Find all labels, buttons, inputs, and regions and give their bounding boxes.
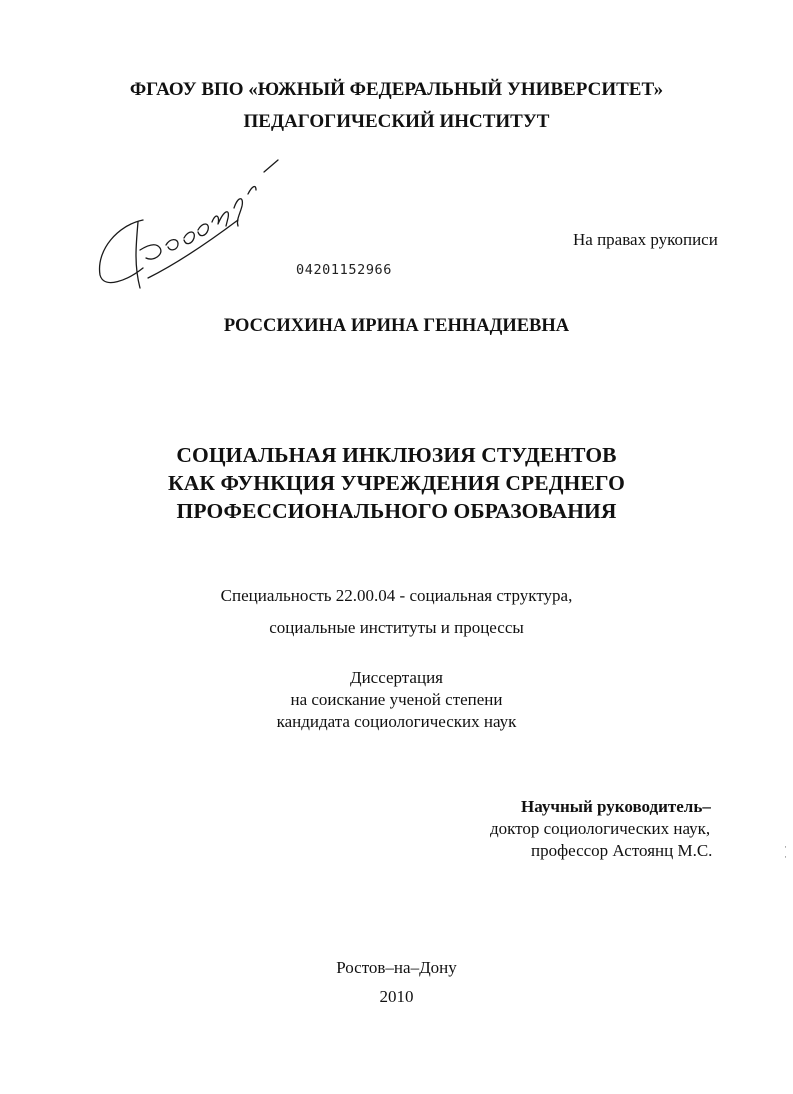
organization-heading: ФГАОУ ВПО «ЮЖНЫЙ ФЕДЕРАЛЬНЫЙ УНИВЕРСИТЕТ» xyxy=(129,79,664,100)
year: 2010 xyxy=(379,987,414,1006)
degree-line-2: кандидата социологических наук xyxy=(276,712,517,731)
city: Ростов–на–Дону xyxy=(336,958,457,977)
handwritten-signature xyxy=(88,150,288,300)
manuscript-rights-note: На правах рукописи xyxy=(573,230,718,249)
registration-code: 04201152966 xyxy=(296,262,393,278)
institute-heading: ПЕДАГОГИЧЕСКИЙ ИНСТИТУТ xyxy=(243,111,550,132)
dissertation-title-line-1: СОЦИАЛЬНАЯ ИНКЛЮЗИЯ СТУДЕНТОВ xyxy=(176,443,617,467)
specialty-line-1: Специальность 22.00.04 - социальная структура, xyxy=(220,586,573,605)
dissertation-title-line-3: ПРОФЕССИОНАЛЬНОГО ОБРАЗОВАНИЯ xyxy=(176,499,617,523)
degree-line-1: на соискание ученой степени xyxy=(290,690,503,709)
supervisor-degree: доктор социологических наук, xyxy=(490,819,711,838)
dissertation-title-line-2: КАК ФУНКЦИЯ УЧРЕЖДЕНИЯ СРЕДНЕГО xyxy=(168,471,625,495)
supervisor-name: профессор Астоянц М.С. xyxy=(531,841,713,860)
scan-edge-mark: · · xyxy=(784,842,787,862)
author-name: РОССИХИНА ИРИНА ГЕННАДИЕВНА xyxy=(223,316,570,336)
dissertation-label: Диссертация xyxy=(349,668,443,687)
specialty-line-2: социальные институты и процессы xyxy=(269,618,524,637)
supervisor-label: Научный руководитель– xyxy=(521,797,711,816)
